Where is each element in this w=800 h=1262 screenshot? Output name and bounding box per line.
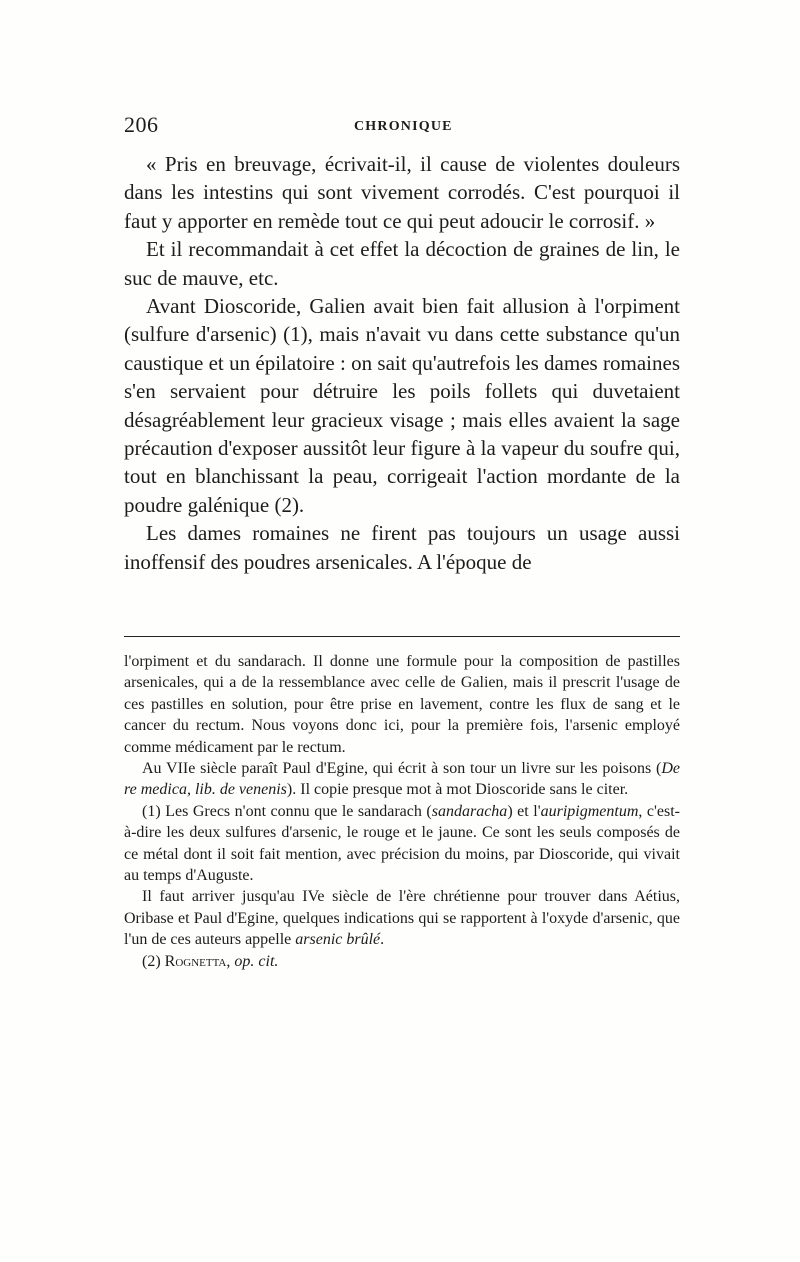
paragraph: « Pris en breuvage, écrivait-il, il cause de violentes douleurs dans les intestins qui sont vivement corrodés. C'est pourquoi il faut y apporter en remède tout ce qui peut adoucir le corrosif. »	[124, 152, 680, 233]
term: auripigmentum	[540, 802, 639, 820]
footnote-text: ). Il copie presque mot à mot Dioscoride sans le citer.	[286, 781, 629, 799]
paragraph: Avant Dioscoride, Galien avait bien fait allusion à l'orpiment (sulfure d'arsenic) (1), mais n'avait vu dans cette substance qu'un caustique et un épilatoire : on sait qu'autrefois les dames romaines s'en servaient pour détruire les poils follets qui duvetaient désagréablement leur gracieux visage ; mais elles avaient la sage précaution d'exposer aussitôt leur figure à la vapeur du soufre qui, tout en blanchissant la peau, corrigeait l'action mordante de la poudre galénique (2).	[124, 294, 680, 517]
paragraph: Les dames romaines ne firent pas toujours un usage aussi inoffensif des poudres arsenicales. A l'époque de	[124, 521, 680, 574]
footnote-text: ) et l'	[507, 802, 541, 820]
footnote-text: , c'est-à-dire les deux sulfures d'arsenic, le rouge et le jaune. Ce sont les seuls composés de ce métal dont il soit fait mention, avec précision du moins, par Dioscoride, qui vivait au temps d'Auguste.	[124, 802, 680, 885]
footnote-text: Il faut arriver jusqu'au IVe siècle de l'ère chrétienne pour trouver dans Aétius, Oribase et Paul d'Egine, quelques indications qui se rapportent à l'oxyde d'arsenic, que l'un de ces auteurs appelle	[124, 888, 680, 949]
term: sandaracha	[431, 802, 508, 820]
footnote-text: (2)	[142, 952, 165, 970]
footnote-text: (1) Les Grecs n'ont connu que le sandarach (	[142, 802, 432, 820]
footnote-paragraph	[124, 886, 680, 950]
footnote-paragraph	[124, 758, 680, 801]
running-title: CHRONIQUE	[354, 119, 453, 134]
footnote-text: Au VIIe siècle paraît Paul d'Egine, qui écrit à son tour un livre sur les poisons (	[142, 760, 662, 778]
running-head	[124, 112, 680, 142]
term: arsenic brûlé	[295, 931, 381, 949]
footnote-2	[124, 951, 680, 972]
citation: op. cit.	[234, 952, 279, 970]
paragraph: Et il recommandait à cet effet la décoction de graines de lin, le suc de mauve, etc.	[124, 237, 680, 290]
book-title: De re medica, lib. de venenis	[124, 760, 680, 799]
footnote-1	[124, 801, 680, 887]
main-text	[124, 150, 680, 576]
footnote-text: ,	[226, 952, 235, 970]
footnote-rule	[124, 636, 680, 637]
footnotes	[124, 651, 680, 972]
footnote-continuation: l'orpiment et du sandarach. Il donne une formule pour la composition de pastilles arsenicales, qui a de la ressemblance avec celle de Galien, mais il prescrit l'usage de ces pastilles en solution, pour être prise en lavement, contre les flux de sang et le cancer du rectum. Nous voyons donc ici, pour la première fois, l'arsenic employé comme médicament par le rectum.	[124, 653, 680, 756]
page-number: 206	[124, 112, 159, 137]
author-name: Rognetta	[164, 952, 227, 970]
footnote-text: .	[380, 931, 385, 949]
